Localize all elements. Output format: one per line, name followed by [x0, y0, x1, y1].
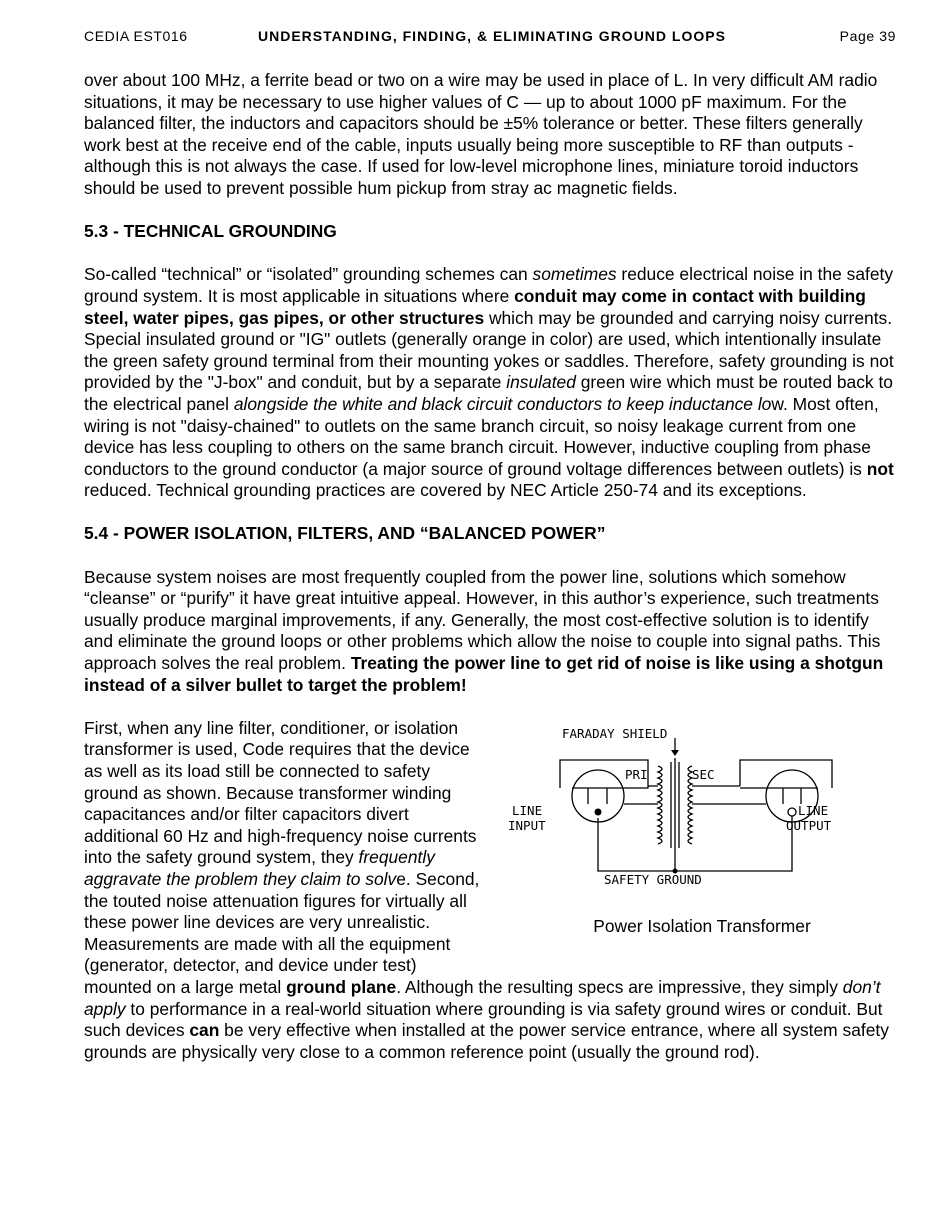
section-5-4-body — [84, 718, 896, 1064]
page-content — [84, 70, 896, 1063]
line-input-label-1: LINE — [512, 802, 543, 818]
section-5-3-heading: 5.3 - TECHNICAL GROUNDING — [84, 221, 337, 242]
sec-label: SEC — [692, 766, 715, 782]
section-5-4-paragraph-1: Because system noises are most frequently coupled from the power line, solutions which somehow “cleanse” or “purify” it have great intuitive appeal. However, in this author’s experience, such treatments usually produce marginal improvements, if any. Generally, the most cost-effective solution is to identify and eliminate the ground loops or other problems which allow the noise to couple into signal paths. This approach solves the real problem. Treating the power line to get rid of noise is like using a shotgun instead of a silver bullet to target the problem! — [84, 566, 884, 695]
pri-label: PRI — [625, 766, 648, 782]
section-5-4-heading: 5.4 - POWER ISOLATION, FILTERS, AND “BALANCED POWER” — [84, 523, 606, 544]
power-isolation-figure — [508, 726, 896, 958]
page-header — [84, 28, 896, 48]
transformer-diagram — [508, 726, 896, 916]
intro-paragraph: over about 100 MHz, a ferrite bead or two on a wire may be used in place of L. In very difficult AM radio situations, it may be necessary to use higher values of C — up to about 1000 pF maximum. For the balanced filter, the inductors and capacitors should be ±5% tolerance or better. These filters generally work best at the receive end of the cable, inputs usually being more susceptible to RF than outputs - although this is not always the case. If used for low-level microphone lines, miniature toroid inductors should be used to prevent possible hum pickup from stray ac magnetic fields. — [84, 70, 878, 198]
safety-ground-label: SAFETY GROUND — [604, 871, 702, 887]
section-5-4-paragraph-2: First, when any line filter, conditioner, or isolation transformer is used, Code requires that the device as well as its load still be connected to safety ground as shown. Because transformer winding capacitances and/or filter capacitors divert additional 60 Hz and high-frequency noise currents into the safety ground system, they frequently aggravate the problem they claim to solve. Second, the touted noise attenuation figures for virtually all these power line devices are very unrealistic. Measurements are made with all the equipment (generator, detector, and device under test) mounted on a large metal ground plane. Although the resulting specs are impressive, they simply don’t apply to performance in a real-world situation where grounding is via safety ground wires or conduit. But such devices can be very effective when installed at the power service entrance, where all system safety grounds are physically very close to a common reference point (usually the ground rod). — [84, 717, 889, 1062]
section-5-3-paragraph: So-called “technical” or “isolated” grounding schemes can sometimes reduce electrical noise in the safety ground system. It is most applicable in situations where conduit may come in contact with building steel, water pipes, gas pipes, or other structures which may be grounded and carrying noisy currents. Special insulated ground or "IG" outlets (generally orange in color) are used, which intentionally insulate the green safety ground terminal from their mounting yokes or saddles. Therefore, safety grounding is not provided by the "J-box" and conduit, but by a separate insulated green wire which must be routed back to the electrical panel alongside the white and black circuit conductors to keep inductance low. Most often, wiring is not "daisy-chained" to outlets on the same branch circuit, so noisy leakage current from one device has less coupling to others on the same branch circuit. However, inductive coupling from phase conductors to the ground conductor (a major source of ground voltage differences between outlets) is not reduced. Technical grounding practices are covered by NEC Article 250-74 and its exceptions. — [84, 264, 894, 501]
doc-id: CEDIA EST016 — [84, 28, 188, 44]
line-output-label-2: OUTPUT — [786, 817, 832, 833]
line-input-label-2: INPUT — [508, 817, 546, 833]
page-number: Page 39 — [839, 28, 896, 44]
figure-caption: Power Isolation Transformer — [593, 915, 811, 936]
doc-title: UNDERSTANDING, FINDING, & ELIMINATING GROUND LOOPS — [258, 28, 726, 44]
line-output-label-1: LINE — [798, 802, 829, 818]
faraday-shield-label: FARADAY SHIELD — [562, 725, 668, 741]
